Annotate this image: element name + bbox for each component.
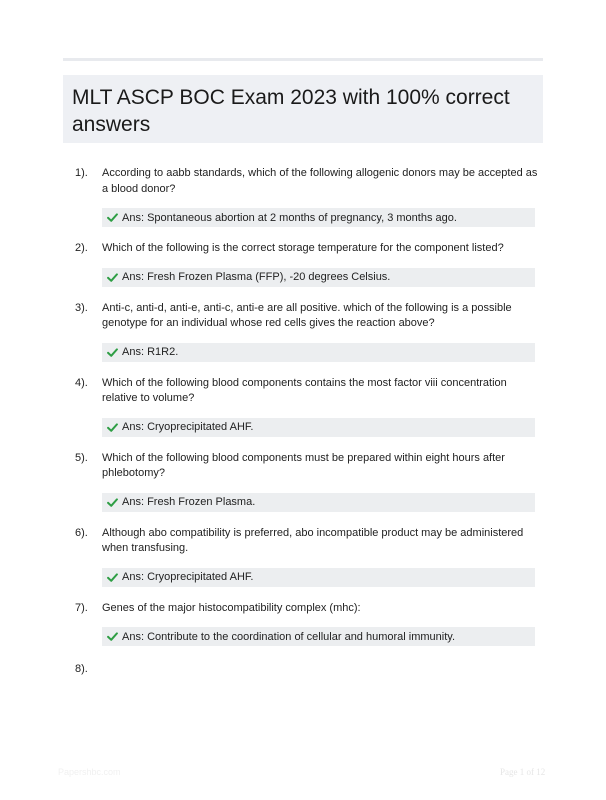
question-item [63, 376, 543, 437]
question-list [63, 166, 543, 675]
answer-text: Ans: Contribute to the coordination of cellular and humoral immunity. [122, 630, 456, 643]
top-divider [63, 58, 543, 61]
question-text: According to aabb standards, which of the following allogenic donors may be accepted as a blood donor? [102, 167, 538, 195]
question-item [63, 301, 543, 362]
answer-text: Ans: Cryoprecipitated AHF. [122, 571, 254, 583]
checkmark-icon [107, 497, 118, 508]
checkmark-icon [107, 272, 118, 283]
answer-box [102, 268, 535, 287]
question-item [63, 601, 543, 647]
question-text: Which of the following is the correct storage temperature for the component listed? [102, 242, 504, 254]
answer-box [102, 418, 535, 437]
answer-text: Ans: Fresh Frozen Plasma (FFP), -20 degrees Celsius. [122, 271, 391, 283]
question-item [63, 526, 543, 587]
question-number: 2). [75, 242, 88, 254]
question-number: 6). [75, 526, 88, 539]
question-number: 1). [75, 167, 88, 179]
checkmark-icon [107, 212, 118, 223]
page-number: Page 1 of 12 [500, 767, 546, 777]
checkmark-icon [107, 347, 118, 358]
answer-box [102, 208, 535, 227]
question-number: 8). [75, 663, 88, 675]
question-text: Although abo compatibility is preferred, abo incompatible product may be administered when transfusing. [102, 526, 524, 554]
question-text: Anti-c, anti-d, anti-e, anti-c, anti-e are all positive. which of the following is a possible genotype for an individual whose red cells gives the reaction above? [102, 301, 512, 329]
question-text: Which of the following blood components contains the most factor viii concentration relative to volume? [102, 376, 507, 404]
checkmark-icon [107, 572, 118, 583]
question-number: 5). [75, 451, 88, 464]
answer-box [102, 343, 535, 362]
answer-box [102, 493, 535, 512]
question-number: 4). [75, 376, 88, 389]
question-text: Genes of the major histocompatibility complex (mhc): [102, 601, 361, 614]
answer-text: Ans: Cryoprecipitated AHF. [122, 421, 254, 433]
question-number: 3). [75, 301, 88, 314]
answer-box [102, 568, 535, 587]
question-number: 7). [75, 601, 88, 614]
answer-box [102, 627, 535, 646]
question-text: Which of the following blood components must be prepared within eight hours after phlebotomy? [102, 451, 505, 479]
answer-text: Ans: Spontaneous abortion at 2 months of pregnancy, 3 months ago. [122, 211, 457, 224]
title-banner [63, 75, 543, 143]
question-item [63, 451, 543, 512]
answer-text: Ans: Fresh Frozen Plasma. [122, 496, 256, 508]
question-item [63, 166, 543, 227]
checkmark-icon [107, 631, 118, 642]
footer-watermark: Papershbc.com [58, 767, 121, 777]
question-item [63, 241, 543, 287]
checkmark-icon [107, 422, 118, 433]
document-title: MLT ASCP BOC Exam 2023 with 100% correct answers [72, 86, 510, 136]
answer-text: Ans: R1R2. [122, 346, 179, 358]
